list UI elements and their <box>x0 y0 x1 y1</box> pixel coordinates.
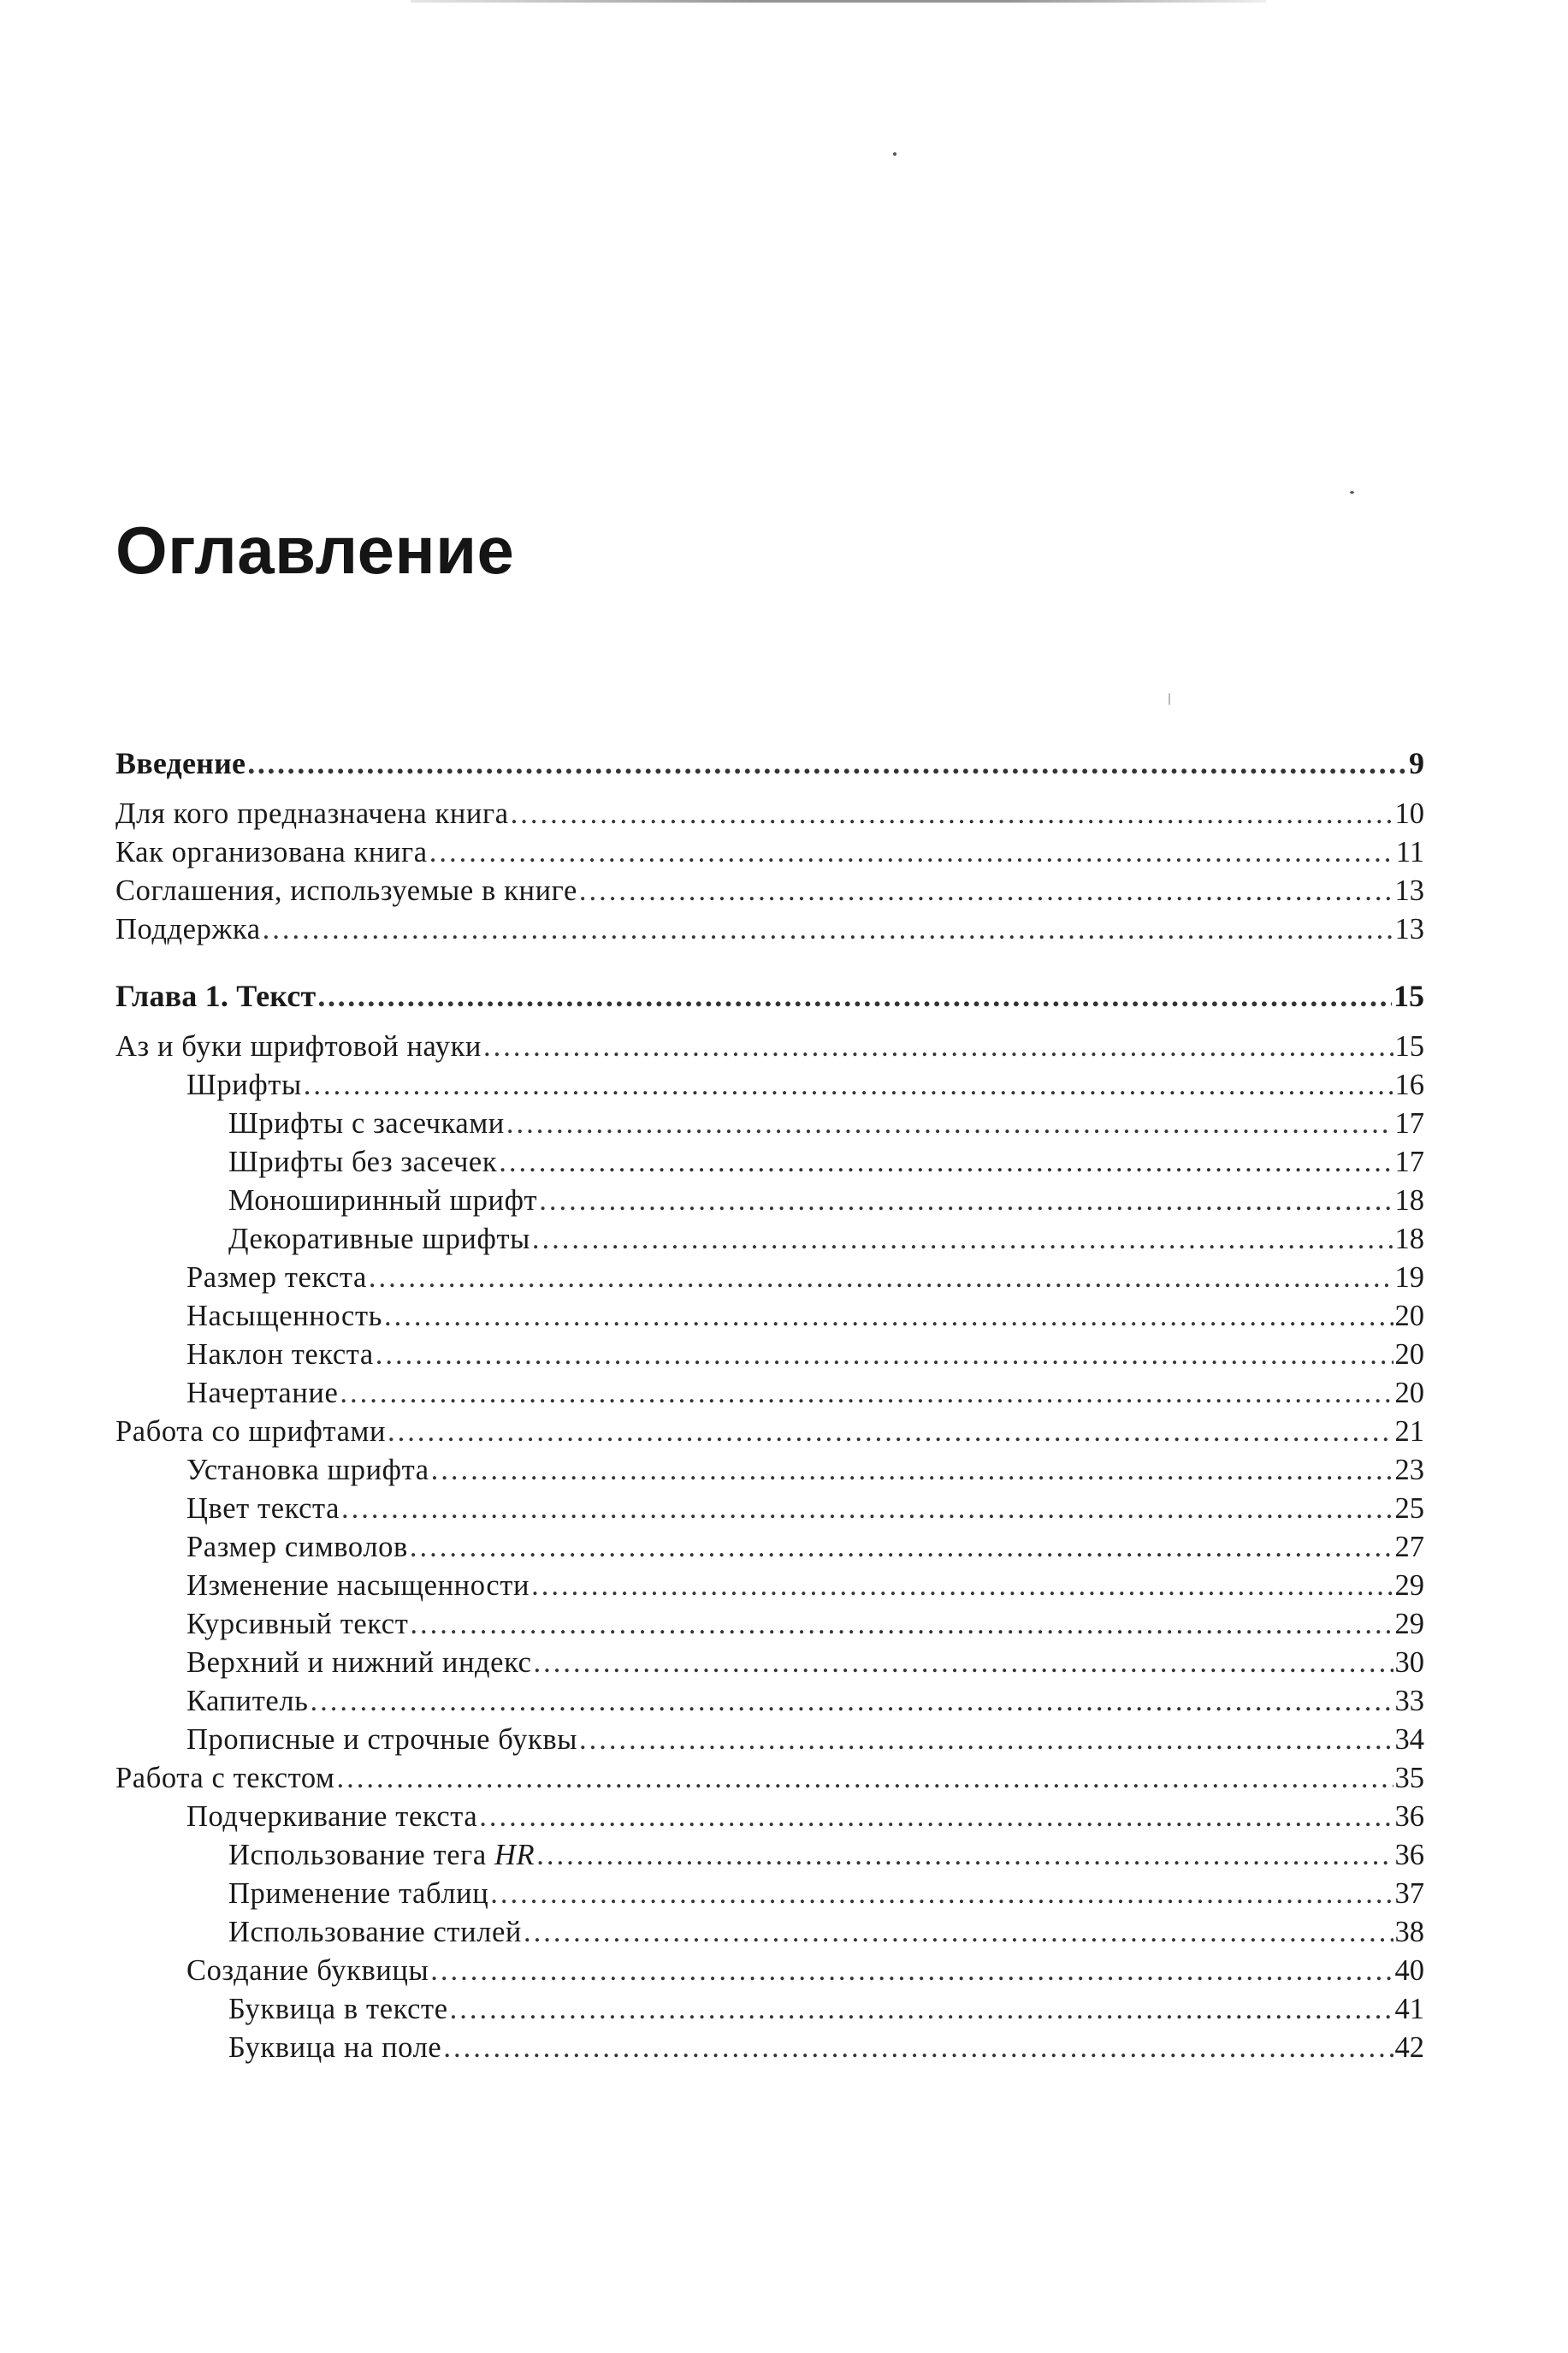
toc-entry[interactable] <box>115 1605 1424 1644</box>
toc-page-number: 18 <box>1394 1184 1424 1217</box>
toc-dot-leader <box>430 1952 1393 1990</box>
toc-page-number: 20 <box>1394 1377 1424 1409</box>
scan-speck <box>1350 491 1354 494</box>
toc-entry[interactable] <box>115 1374 1424 1413</box>
toc-page-number: 35 <box>1394 1762 1424 1794</box>
table-of-contents <box>115 738 1424 2067</box>
toc-entry-label: Создание буквицы <box>186 1954 429 1987</box>
heading-spacer <box>115 1021 1424 1028</box>
toc-entry[interactable] <box>115 1759 1424 1798</box>
toc-entry-label: Насыщенность <box>186 1300 382 1332</box>
toc-dot-leader <box>263 910 1393 949</box>
toc-entry-label: Как организована книга <box>115 836 428 868</box>
toc-page-number: 17 <box>1394 1146 1424 1178</box>
toc-entry-label: Глава 1. Текст <box>115 979 317 1013</box>
toc-entry-label: Буквица на поле <box>228 2031 442 2064</box>
toc-entry-label: Установка шрифта <box>186 1454 429 1486</box>
toc-page-number: 21 <box>1394 1415 1424 1448</box>
toc-page-number: 19 <box>1394 1261 1424 1294</box>
toc-entry-label: Поддержка <box>115 913 261 945</box>
page-title: Оглавление <box>115 513 515 588</box>
toc-entry-label: Начертание <box>186 1377 339 1409</box>
toc-page-number: 29 <box>1394 1608 1424 1640</box>
toc-page-number: 37 <box>1394 1877 1424 1910</box>
toc-entry[interactable] <box>115 1990 1424 2029</box>
toc-page-number: 13 <box>1394 874 1424 907</box>
toc-entry[interactable] <box>115 1105 1424 1143</box>
toc-page-number: 38 <box>1394 1916 1424 1948</box>
toc-entry-label: Курсивный текст <box>186 1608 409 1640</box>
toc-entry-label: Декоративные шрифты <box>228 1223 530 1255</box>
toc-entry[interactable] <box>115 1567 1424 1605</box>
toc-dot-leader <box>534 1644 1393 1682</box>
toc-entry[interactable] <box>115 1066 1424 1105</box>
toc-page-number: 9 <box>1409 746 1424 780</box>
toc-entry[interactable] <box>115 872 1424 910</box>
toc-page-number: 13 <box>1394 913 1424 945</box>
toc-entry-label: Работа с текстом <box>115 1762 335 1794</box>
toc-dot-leader <box>310 1682 1393 1721</box>
toc-entry-label: Шрифты <box>186 1069 302 1101</box>
toc-dot-leader <box>431 1451 1393 1490</box>
toc-page-number: 42 <box>1394 2031 1424 2064</box>
toc-entry[interactable] <box>115 1336 1424 1374</box>
toc-entry-label: Для кого предназначена книга <box>115 797 509 830</box>
toc-page-number: 18 <box>1394 1223 1424 1255</box>
toc-entry[interactable] <box>115 1798 1424 1836</box>
toc-dot-leader <box>317 971 1392 1021</box>
toc-entry[interactable] <box>115 1644 1424 1682</box>
toc-dot-leader <box>531 1567 1393 1605</box>
toc-entry[interactable] <box>115 1528 1424 1567</box>
toc-page-number: 15 <box>1394 1030 1424 1063</box>
toc-entry-label: Использование стилей <box>228 1916 522 1948</box>
heading-spacer <box>115 788 1424 795</box>
toc-page-number: 33 <box>1394 1685 1424 1717</box>
toc-page-number: 25 <box>1394 1492 1424 1525</box>
toc-dot-leader <box>483 1028 1393 1066</box>
toc-dot-leader <box>340 1374 1393 1413</box>
toc-page-number: 17 <box>1394 1107 1424 1140</box>
toc-entry-label: Буквица в тексте <box>228 1993 448 2025</box>
toc-page-number: 20 <box>1394 1300 1424 1332</box>
toc-page-number: 29 <box>1394 1569 1424 1602</box>
toc-entry-label: Цвет текста <box>186 1492 340 1525</box>
toc-dot-leader <box>336 1759 1393 1798</box>
toc-entry[interactable] <box>115 1220 1424 1259</box>
toc-dot-leader <box>304 1066 1393 1105</box>
toc-entry[interactable] <box>115 1721 1424 1759</box>
toc-dot-leader <box>369 1259 1393 1297</box>
toc-entry[interactable] <box>115 1143 1424 1182</box>
toc-dot-leader <box>579 1721 1393 1759</box>
scan-speck <box>1169 693 1170 705</box>
toc-dot-leader <box>532 1220 1393 1259</box>
toc-entry-label: Шрифты без засечек <box>228 1146 498 1178</box>
toc-entry[interactable] <box>115 1182 1424 1220</box>
toc-dot-leader <box>506 1105 1393 1143</box>
toc-entry-label: Аз и буки шрифтовой науки <box>115 1030 482 1063</box>
toc-dot-leader <box>429 833 1394 872</box>
toc-entry-label: Размер текста <box>186 1261 367 1294</box>
toc-entry[interactable] <box>115 1490 1424 1528</box>
toc-entry[interactable] <box>115 2029 1424 2067</box>
toc-page-number: 15 <box>1393 979 1424 1013</box>
toc-chapter-heading[interactable] <box>115 738 1424 788</box>
toc-page-number: 11 <box>1395 836 1424 868</box>
toc-entry[interactable] <box>115 795 1424 833</box>
toc-chapter-heading[interactable] <box>115 971 1424 1021</box>
toc-dot-leader <box>341 1490 1393 1528</box>
toc-dot-leader <box>490 1875 1393 1913</box>
toc-page-number: 27 <box>1394 1531 1424 1563</box>
toc-dot-leader <box>536 1836 1393 1875</box>
toc-entry[interactable] <box>115 1259 1424 1297</box>
toc-entry[interactable] <box>115 1297 1424 1336</box>
toc-page-number: 23 <box>1394 1454 1424 1486</box>
toc-entry-label: Подчеркивание текста <box>186 1800 478 1833</box>
toc-entry[interactable] <box>115 1875 1424 1913</box>
toc-entry[interactable] <box>115 910 1424 949</box>
toc-page-number: 36 <box>1394 1839 1424 1871</box>
toc-entry-label: Капитель <box>186 1685 309 1717</box>
toc-page-number: 41 <box>1394 1993 1424 2025</box>
scan-top-edge <box>411 0 1266 3</box>
toc-dot-leader <box>511 795 1393 833</box>
toc-entry-label: Работа со шрифтами <box>115 1415 387 1448</box>
toc-page-number: 30 <box>1394 1646 1424 1679</box>
toc-dot-leader <box>410 1528 1393 1567</box>
toc-dot-leader <box>499 1143 1393 1182</box>
toc-dot-leader <box>388 1413 1393 1451</box>
toc-dot-leader <box>247 738 1407 788</box>
toc-page-number: 20 <box>1394 1338 1424 1371</box>
toc-entry-label: Верхний и нижний индекс <box>186 1646 532 1679</box>
toc-entry[interactable] <box>115 833 1424 872</box>
toc-dot-leader <box>410 1605 1393 1644</box>
toc-entry[interactable] <box>115 1451 1424 1490</box>
toc-entry[interactable] <box>115 1913 1424 1952</box>
toc-page-number: 16 <box>1394 1069 1424 1101</box>
toc-entry[interactable] <box>115 1028 1424 1066</box>
toc-dot-leader <box>376 1336 1393 1374</box>
toc-page-number: 34 <box>1394 1723 1424 1756</box>
toc-page-number: 40 <box>1394 1954 1424 1987</box>
toc-entry[interactable] <box>115 1682 1424 1721</box>
toc-dot-leader <box>539 1182 1393 1220</box>
toc-dot-leader <box>579 872 1393 910</box>
toc-entry-label: Применение таблиц <box>228 1877 489 1910</box>
toc-entry-label: Наклон текста <box>186 1338 374 1371</box>
toc-entry-label-emphasis: HR <box>494 1839 535 1871</box>
toc-entry-label: Соглашения, используемые в книге <box>115 874 577 907</box>
toc-entry-label: Моноширинный шрифт <box>228 1184 538 1217</box>
toc-entry-label: Использование тега HR <box>228 1839 535 1871</box>
toc-dot-leader <box>479 1798 1393 1836</box>
section-spacer <box>115 949 1424 971</box>
toc-page-number: 10 <box>1394 797 1424 830</box>
toc-entry-label: Прописные и строчные буквы <box>186 1723 577 1756</box>
toc-entry-label: Размер символов <box>186 1531 408 1563</box>
toc-dot-leader <box>524 1913 1393 1952</box>
scan-speck <box>893 152 896 156</box>
toc-entry-label: Введение <box>115 746 246 780</box>
toc-entry-label: Шрифты с засечками <box>228 1107 505 1140</box>
toc-entry[interactable] <box>115 1836 1424 1875</box>
toc-entry[interactable] <box>115 1413 1424 1451</box>
toc-entry[interactable] <box>115 1952 1424 1990</box>
toc-dot-leader <box>443 2029 1393 2067</box>
toc-dot-leader <box>384 1297 1393 1336</box>
toc-entry-label: Изменение насыщенности <box>186 1569 530 1602</box>
toc-page-number: 36 <box>1394 1800 1424 1833</box>
toc-dot-leader <box>450 1990 1393 2029</box>
